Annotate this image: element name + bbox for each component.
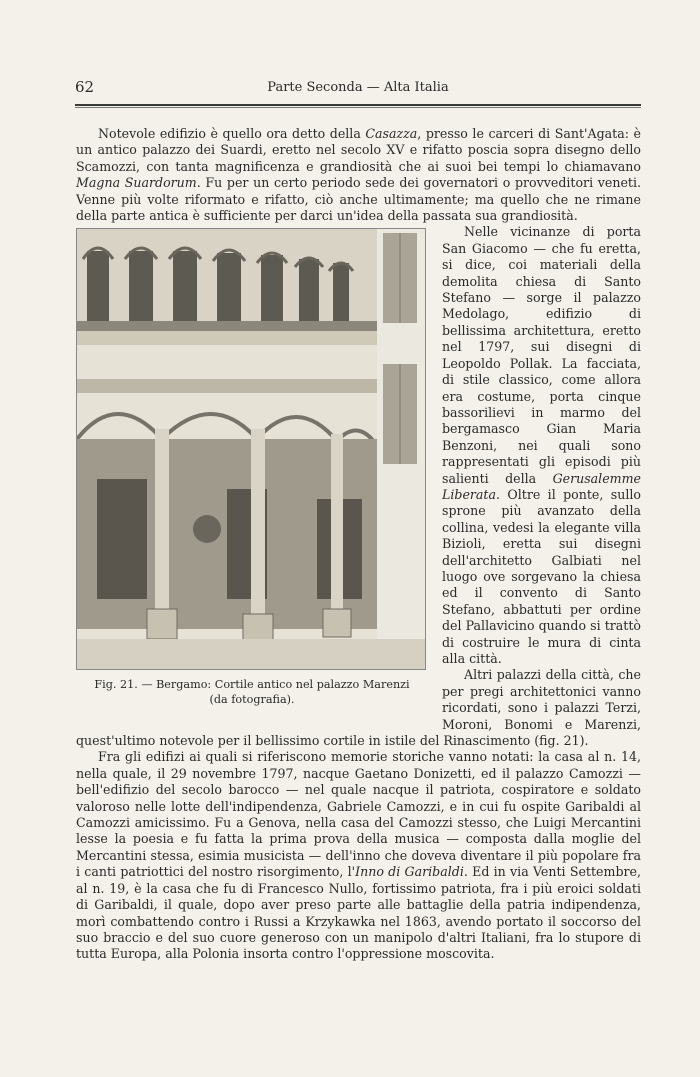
text-veneti: . Fu per un certo periodo sede dei governatori o provveditori veneti. Venne più volte riformato e rifatto, ciò anche ultimamente; ma quello che ne rimane della parte antica è sufficiente per darci un'idea della passata sua grandiosità. (76, 175, 641, 224)
figure-caption (76, 678, 428, 707)
header-rule (75, 104, 641, 106)
caption-source: (da fotografia). (209, 692, 295, 706)
italic-magna-suardorum: Magna Suardorum (76, 175, 197, 191)
running-header (75, 76, 641, 98)
italic-gerusalemme: Gerusalemme Liberata (442, 470, 641, 502)
paragraph-memorie: Fra gli edifizi ai quali si riferiscono memorie storiche vanno notati: la casa al n. 14, nella quale, il 29 novembre 1797, nacque Gaetano Donizetti, ed il palazzo Camozzi — bell'edifizio del secolo barocco — nel quale nacque il patriota, cospiratore e soldato valoroso nelle lotte dell'indipendenza, Gabriele Camozzi, e in cui fu ospite Garibaldi al Camozzi amicissimo. Fu a Genova, nella casa del Camozzi stesso, che Luigi Mercantini lesse la poesia e fu fatta la prima prova della musica — composta dalla moglie del Mercantini stessa, esimia musicista — dell'inno che doveva diventare il più popolare fra i canti patriottici del nostro risorgimento, l'Inno di Garibaldi. Ed in via Venti Settembre, al n. 19, è la casa che fu di Francesco Nullo, fortissimo patriota, fra i più eroici soldati di Garibaldi, il quale, dopo aver preso parte alle battaglie della patria indipendenza, morì combattendo contro i Russi a Krzykawka nel 1863, avendo portato il soccorso del suo braccio e del suo cuore generoso con un manipolo d'altri Italiani, fra lo stupore di tutta Europa, alla Polonia insorta contro l'oppressione moscovita. (76, 749, 641, 962)
courtyard-illustration (76, 228, 426, 670)
paragraph-altri-palazzi: Altri palazzi della città, che per pregi architettonici vanno ricordati, sono i palazzi Terzi, Moroni, Bonomi e Marenzi, quest'ultimo notevole per il bellissimo cortile in istile del Rinascimento (fig. 21). (76, 667, 641, 749)
paragraph-medolago: Nelle vicinanze di porta San Giacomo — che fu eretta, si dice, coi materiali della demolita chiesa di Santo Stefano — sorge il palazzo Medolago, edifizio di bellissima architettura, eretto nel 1797, sui disegni di Leopoldo Pollak. La facciata, di stile classico, come allora era costume, porta cinque bassorilievi in marmo del bergamasco Gian Maria Benzoni, nei quali sono rappresentati gli episodi più salienti della Gerusalemme Liberata. Oltre il ponte, sullo sprone più avanzato della collina, vedesi la elegante villa Bizioli, eretta sui disegni dell'architetto Galbiati nel luogo ove sorgevano la chiesa ed il convento di Santo Stefano, abbattuti per ordine del Pallavicino quando si trattò di costruire le mura di cinta alla città. (442, 224, 641, 666)
figure-21 (76, 228, 428, 718)
header-rule-thin (75, 107, 641, 108)
running-title: Parte Seconda — Alta Italia (267, 80, 449, 95)
body-text (76, 126, 641, 963)
italic-inno: Inno di Garibaldi (355, 864, 464, 880)
italic-casazza: Casazza (365, 126, 418, 141)
page-number: 62 (75, 78, 95, 96)
caption-title: Fig. 21. — Bergamo: Cortile antico nel palazzo Marenzi (94, 678, 410, 692)
paragraph-casazza: Notevole edifizio è quello ora detto della Casazza, presso le carceri di Sant'Agata: è un antico palazzo dei Suardi, eretto nel secolo XV e rifatto poscia sopra disegno dello Scamozzi, con tanta magnificenza e grandiosità che ai suoi bei tempi lo chiamavano Magna Suardorum. Fu per un certo periodo sede dei governatori o provveditori veneti. Venne più volte riformato e rifatto, ciò anche ultimamente; ma quello che ne rimane della parte antica è sufficiente per darci un'idea della passata sua grandiosità. (76, 126, 641, 224)
